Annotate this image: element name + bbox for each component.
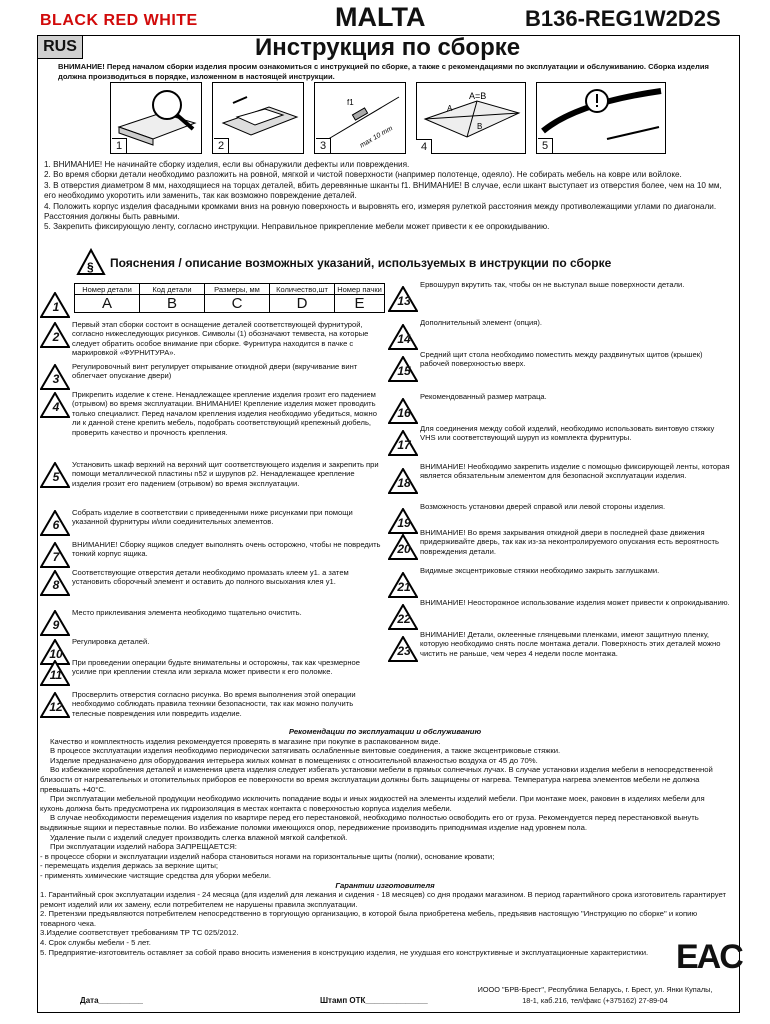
step-number: 9 xyxy=(52,618,60,632)
paragraph: - применять химические чистящие средства для уборки мебели. xyxy=(40,870,271,880)
instruction-text: Собрать изделие в соответствии с приведенными ниже рисунками при помощи указанной фурнитуры и/или соединительных элементов. xyxy=(72,508,353,527)
date-field: Дата__________ xyxy=(80,996,144,1005)
instruction-text: ВНИМАНИЕ! Детали, оклеенные глянцевыми пленками, имеют защитную пленку, которую необходимо снять после монтажа детали. Поверхность этих деталей можно чистить не раньше, чем через 4 недели после монтажа. xyxy=(420,630,721,658)
language-badge: RUS xyxy=(38,36,83,59)
paragraph: 5. Предприятие-изготовитель оставляет за собой право вносить изменения в конструкцию изделия, не ухудшая его конструктивные и эксплуатационные характеристики. xyxy=(40,947,649,957)
table-header: Номер детали xyxy=(75,284,140,295)
safety-strap-icon xyxy=(537,83,667,155)
rule-item: 4. Положить корпус изделия фасадными кромками вниз на ровную поверхность и выровнять его, измеряя рулеткой расстояния между противолежащими углами по диагонали. Расстояния должны быть равными. xyxy=(44,201,717,222)
picture-1 xyxy=(110,82,202,154)
table-cell: D xyxy=(270,295,335,313)
brand-logo: BLACK RED WHITE xyxy=(40,12,198,29)
paragraph: Удаление пыли с изделий следует производить слегка влажной мягкой салфеткой. xyxy=(50,832,348,842)
table-cell: B xyxy=(140,295,205,313)
step-number: 1 xyxy=(52,300,60,314)
paragraph: При эксплуатации изделий набора ЗАПРЕЩАЕТСЯ: xyxy=(50,842,237,852)
company-line: ИООО "БРВ-Брест", Республика Беларусь, г. Брест, ул. Янки Купалы, xyxy=(477,985,713,994)
warranty-text xyxy=(40,890,730,957)
instruction-text: При проведении операции будьте внимательны и осторожны, так как чрезмерное усилие при креплении стекла или зеркала может привести к его поломке. xyxy=(72,658,361,677)
step-number: 5 xyxy=(52,470,60,484)
paragraph: - перемещать изделия держась за верхние щиты; xyxy=(40,861,219,871)
paragraph: 3.Изделие соответствует требованиям ТР ТС 025/2012. xyxy=(40,928,239,938)
table-header: Размеры, мм xyxy=(205,284,270,295)
step-number-icon xyxy=(40,542,68,566)
assembly-rules xyxy=(44,160,734,233)
step-number: 4 xyxy=(52,400,60,414)
step-number: 16 xyxy=(397,406,411,420)
instruction-text: Возможность установки дверей справой или левой стороны изделия. xyxy=(420,502,666,511)
table-cell: A xyxy=(75,295,140,313)
rule-item: 3. В отверстия диаметром 8 мм, находящиеся на торцах деталей, вбить деревянные шканты f1. ВНИМАНИЕ! В случае, если шкант выступает из отверстия более, чем на 10 мм, его необходимо укоротить или заменить, так как возможно повреждение деталей. xyxy=(44,180,722,201)
rule-item: 1. ВНИМАНИЕ! Не начинайте сборку изделия, если вы обнаружили дефекты или повреждения. xyxy=(44,160,410,169)
step-number-icon xyxy=(40,570,68,594)
step-number-icon xyxy=(388,636,416,660)
step-number: 20 xyxy=(397,542,411,556)
table-header: Количество,шт xyxy=(270,284,335,295)
dowel-label: f1 xyxy=(347,98,354,107)
paragraph: - в процессе сборки и эксплуатации изделий набора становиться ногами на горизонтальные щиты (полки), основание кровати; xyxy=(40,851,495,861)
intro-warning: ВНИМАНИЕ! Перед началом сборки изделия просим ознакомиться с инструкцией по сборке, а также с рекомендациями по эксплуатации и обслуживанию. Сборка изделия должна производиться в порядке, изложенном в настоящей инструкции. xyxy=(58,62,709,81)
section-title: Пояснения / описание возможных указаний, используемых в инструкции по сборке xyxy=(110,256,612,270)
care-text xyxy=(40,737,730,881)
instruction-text: Регулировка деталей. xyxy=(72,637,150,646)
max-length-label: max 10 mm xyxy=(358,125,395,150)
picture-number: 2 xyxy=(214,138,229,153)
instruction-text: Первый этап сборки состоит в оснащение деталей соответствующей фурнитурой, согласно нижеследующих рисунков. Символы (1) обозначают темвеста, на которые следует обратить особое внимание при сборке. Фурнитура находится в пачке с маркировкой «ФУРНИТУРА». xyxy=(72,320,369,358)
paragraph: В процессе эксплуатации изделия необходимо периодически затягивать ослабленные винтовые соединения, а также эксцентриковые стяжки. xyxy=(50,746,561,756)
step-number: 3 xyxy=(52,372,60,386)
step-number-icon xyxy=(40,462,68,486)
assembly-pictures xyxy=(110,82,710,156)
step-number-icon xyxy=(388,324,416,348)
step-number: 8 xyxy=(52,578,60,592)
step-number-icon xyxy=(388,534,416,558)
instruction-text: Видимые эксцентриковые стяжки необходимо закрыть заглушками. xyxy=(420,566,660,575)
step-number: 12 xyxy=(49,700,63,714)
page-title: Инструкция по сборке xyxy=(255,34,521,61)
paragraph: В случае необходимости перемещения изделия по квартире перед его перестановкой, необходимо полностью освободить его от груза. Рекомендуется перед перестановкой вынуть выдвижные ящики и переставные полки. Во избежание поломки имеющихся опор, передвижение производить приподнимая изделие над уровнем пола. xyxy=(40,813,699,832)
instruction-text: Соответствующие отверстия детали необходимо промазать клеем y1. а затем установить сборочный элемент и оставить до полного высыхания клея y1. xyxy=(72,568,349,587)
table-cell: C xyxy=(205,295,270,313)
picture-number: 4 xyxy=(417,139,432,154)
instruction-text: Установить шкаф верхний на верхний щит соответствующего изделия и закрепить при помощи металлической пластины n52 и шурупов p2. Ненадлежащее крепление изделия грозит его падением (отрывом) во время эксплуатации. xyxy=(72,460,379,488)
instruction-text: Прикрепить изделие к стене. Ненадлежащее крепление изделия грозит его падением (отрывом) во время эксплуатации. ВНИМАНИЕ! Крепление изделия может проводить только специалист. Перед началом крепления изделия необходимо убедиться, можно ли к данной стене крепить мебель, подобрать соответствующий крепежный дюбель, проверить качество и прочность крепления. xyxy=(72,390,377,437)
instruction-text: ВНИМАНИЕ! Неосторожное использование изделия может привести к опрокидыванию. xyxy=(420,598,730,607)
step-number-icon xyxy=(388,572,416,596)
rule-item: 2. Во время сборки детали необходимо разложить на ровной, мягкой и чистой поверхности (например полотенце, одеяло). Не собирать мебель на ковре или войлоке. xyxy=(44,170,682,180)
diagonal-b-label: B xyxy=(477,122,483,131)
table-header: Номер пачки xyxy=(335,284,385,295)
step-number: 17 xyxy=(397,438,411,452)
warranty-title: Гарантии изготовителя xyxy=(335,880,435,890)
instruction-text: Ервошуруп вкрутить так, чтобы он не выступал выше поверхности детали. xyxy=(420,280,685,289)
step-number: 22 xyxy=(397,612,411,626)
picture-2 xyxy=(212,82,304,154)
step-number-icon xyxy=(388,286,416,310)
picture-5 xyxy=(536,82,666,154)
instruction-text: Дополнительный элемент (опция). xyxy=(420,318,543,327)
paragraph: При эксплуатации мебельной продукции необходимо исключить попадание воды и иных жидкостей на элементы изделий мебели. При монтаже моек, раковин в изделиях мебели для кухонь должна быть предусмотрена их гидроизоляция в местах контакта с поверхностью корпуса изделия мебели. xyxy=(40,794,705,813)
paragraph: Во избежание коробления деталей и изменения цвета изделия следует избегать установки мебели в прямых солнечных лучах. В случае установки изделия мебели в непосредственной близости от нагревательных и отопительных приборов ее поверхности во время эксплуатации должны быть защищены от нагрева. Температура нагрева элементов мебели не должна превышать +40°C. xyxy=(40,765,713,794)
step-number: 23 xyxy=(397,644,411,658)
step-number-icon xyxy=(40,322,68,346)
step-number: 6 xyxy=(52,518,60,532)
model-name: MALTA xyxy=(335,2,426,32)
care-title: Рекомендации по эксплуатации и обслуживанию xyxy=(288,727,482,736)
address-line: 18-1, каб.216, тел/факс (+375162) 27-89-04 xyxy=(522,996,668,1005)
care-and-warranty xyxy=(40,727,730,957)
step-number-icon xyxy=(40,610,68,634)
table-cell: E xyxy=(335,295,385,313)
step-number-icon xyxy=(40,364,68,388)
product-code: B136-REG1W2D2S xyxy=(525,6,721,31)
step-number-icon xyxy=(388,398,416,422)
instruction-text: Место приклеивания элемента необходимо тщательно очистить. xyxy=(72,608,302,617)
instruction-text: Регулировочный винт регулирует открывание откидной двери (вкручивание винт облегчает опускание двери) xyxy=(72,362,358,381)
step-number: 19 xyxy=(397,516,411,530)
step-number-icon xyxy=(388,508,416,532)
step-number-icon xyxy=(40,510,68,534)
paragraph: Изделие предназначено для оборудования интерьера жилых комнат в помещениях с относительной влажностью воздуха от 45 до 70%. xyxy=(50,755,538,765)
step-number-icon xyxy=(40,292,68,316)
paragraph: 2. Претензии предъявляются потребителем непосредственно в торгующую организацию, в которой была приобретена мебель, предъявив настоящую "Инструкцию по сборке" и копию товарного чека. xyxy=(40,909,698,928)
step-number-icon xyxy=(40,692,68,716)
picture-number: 1 xyxy=(112,138,127,153)
manufacturer-info xyxy=(455,984,735,1006)
step-number: 2 xyxy=(52,330,60,344)
svg-text:§: § xyxy=(87,260,94,274)
step-number-icon xyxy=(40,392,68,416)
paragraph: 1. Гарантийный срок эксплуатации изделия - 24 месяца (для изделий для лежания и сидения - 18 месяцев) со дня продажи магазином. В период гарантийного срока изготовитель гарантирует ремонт изделий или их замену, если потребителем не нарушены правила эксплуатации. xyxy=(40,890,726,909)
eac-mark-icon: EAC xyxy=(676,938,742,976)
paragraph: Качество и комплектность изделия рекомендуется проверять в магазине при покупке в распакованном виде. xyxy=(50,736,441,746)
instruction-text: Средний щит стола необходимо поместить между раздвинутых щитов (крышек) рабочей поверхностью вверх. xyxy=(420,350,703,369)
step-number: 10 xyxy=(49,647,63,661)
instruction-text: ВНИМАНИЕ! Сборку ящиков следует выполнять очень осторожно, чтобы не повредить тонкий корпус ящика. xyxy=(72,540,381,559)
step-number: 13 xyxy=(397,294,411,308)
instruction-text: Просверлить отверстия согласно рисунка. Во время выполнения этой операции необходимо соблюдать правила техники безопасности, так как можно получить телесные повреждения или повредить изделие. xyxy=(72,690,356,718)
diagonal-equal-label: A=B xyxy=(469,91,487,101)
instruction-text: Рекомендованный размер матраца. xyxy=(420,392,547,401)
step-number-icon xyxy=(388,468,416,492)
instruction-text: Для соединения между собой изделий, необходимо использовать винтовую стяжку VHS или соответствующий шуруп из комплекта фурнитуры. xyxy=(420,424,715,443)
step-number-icon xyxy=(388,430,416,454)
picture-4 xyxy=(416,82,526,154)
instruction-text: ВНИМАНИЕ! Необходимо закрепить изделие с помощью фиксирующей ленты, которая является обязательным элементом для безопасной эксплуатации изделия. xyxy=(420,462,730,481)
step-number: 21 xyxy=(397,580,411,594)
paragraph: 4. Срок службы мебели - 5 лет. xyxy=(40,938,151,948)
picture-number: 3 xyxy=(316,138,331,153)
part-symbol-table xyxy=(74,283,385,313)
picture-3 xyxy=(314,82,406,154)
rule-item: 5. Закрепить фиксирующую ленту, согласно инструкции. Неправильное прикрепление мебели может привести к ее опрокидыванию. xyxy=(44,222,550,232)
diagonal-measure-icon xyxy=(417,83,527,155)
step-number: 14 xyxy=(397,332,411,346)
step-number-icon xyxy=(388,356,416,380)
table-header: Код детали xyxy=(140,284,205,295)
step-number: 15 xyxy=(397,364,411,378)
stamp-field: Штамп ОТК______________ xyxy=(320,996,428,1005)
step-number: 11 xyxy=(49,668,63,682)
step-number: 7 xyxy=(52,550,60,564)
picture-number: 5 xyxy=(538,138,553,153)
instruction-text: ВНИМАНИЕ! Во время закрывания откидной двери в последней фазе движения придерживайте дверь, так как из-за неконтролируемого опускания есть вероятность повреждения детали. xyxy=(420,528,719,556)
picture-4-number-wrap xyxy=(416,140,430,154)
step-number-icon xyxy=(40,660,68,684)
step-number: 18 xyxy=(397,476,411,490)
step-number-icon xyxy=(388,604,416,628)
section-warning-icon xyxy=(76,248,106,276)
diagonal-a-label: A xyxy=(447,104,453,113)
